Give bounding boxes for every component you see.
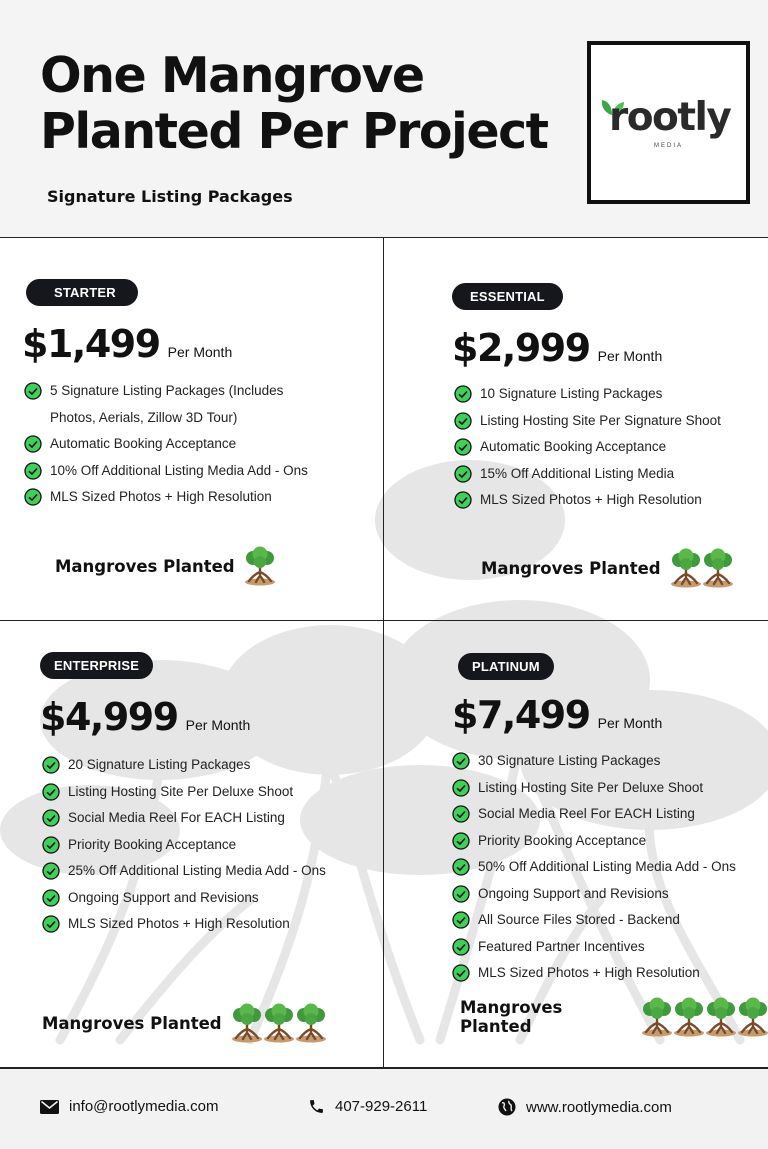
mangroves-planted [481,548,733,588]
email-text[interactable]: info@rootlymedia.com [69,1098,219,1115]
contact-phone[interactable] [308,1098,427,1115]
check-icon [452,779,470,797]
contact-footer [0,1068,768,1149]
package-price: $2,999 [452,326,590,370]
feature-item: 25% Off Additional Listing Media Add - Ons [42,858,372,885]
mangrove-tree-icon [294,1003,328,1043]
check-icon [42,915,60,933]
feature-item: MLS Sized Photos + High Resolution [24,484,324,511]
contact-email[interactable] [40,1098,218,1115]
mangrove-tree-icon [704,997,738,1037]
package-grid [0,238,768,1068]
check-icon [452,938,470,956]
mangrove-tree-icon [672,997,706,1037]
feature-list [452,748,762,987]
feature-item: MLS Sized Photos + High Resolution [42,911,372,938]
mangrove-tree-icon [640,997,674,1037]
check-icon [42,862,60,880]
mangroves-label: Mangroves Planted [460,998,563,1036]
feature-item: 10% Off Additional Listing Media Add - Ons [24,458,324,485]
feature-item: Ongoing Support and Revisions [452,881,762,908]
check-icon [24,435,42,453]
package-name-badge: PLATINUM [458,653,554,680]
mangrove-tree-icon [736,997,768,1037]
website-text[interactable]: www.rootlymedia.com [526,1098,672,1116]
phone-icon [308,1098,325,1115]
check-icon [454,465,472,483]
title-line-2: Planted Per Project [40,103,548,160]
package-name-badge: STARTER [26,279,138,306]
package-price: $7,499 [452,693,590,737]
feature-item: MLS Sized Photos + High Resolution [454,487,754,514]
mangroves-planted [55,546,275,586]
mangrove-tree-icon [669,548,703,588]
mangrove-trees [640,997,768,1037]
check-icon [452,805,470,823]
title-line-1: One Mangrove [40,47,424,104]
package-period: Per Month [597,348,663,364]
mangrove-trees [669,548,733,588]
feature-item: Social Media Reel For EACH Listing [42,805,372,832]
check-icon [452,911,470,929]
feature-item: Priority Booking Acceptance [452,828,762,855]
package-card-essential [384,238,768,621]
check-icon [24,488,42,506]
package-card-starter [0,238,384,621]
package-name-badge: ESSENTIAL [452,283,563,310]
check-icon [24,462,42,480]
header [0,0,768,238]
feature-item: 20 Signature Listing Packages [42,752,372,779]
mangroves-label: Mangroves Planted [42,1013,222,1033]
page-title [40,48,580,160]
mangrove-tree-icon [243,546,277,586]
feature-item: Listing Hosting Site Per Deluxe Shoot [452,775,762,802]
check-icon [42,836,60,854]
check-icon [42,783,60,801]
feature-item: All Source Files Stored - Backend [452,907,762,934]
package-name-badge: ENTERPRISE [40,652,153,679]
package-price-row [452,693,662,737]
feature-item: Automatic Booking Acceptance [454,434,754,461]
check-icon [454,412,472,430]
package-price-row [40,695,250,739]
mangroves-planted [42,1003,326,1043]
mangroves-label: Mangroves Planted [481,558,661,578]
mangrove-trees [243,546,275,586]
page-subtitle: Signature Listing Packages [47,187,293,206]
check-icon [452,885,470,903]
rootly-logo [587,41,750,204]
check-icon [452,752,470,770]
package-price-row [22,322,232,366]
feature-item: 15% Off Additional Listing Media [454,461,754,488]
package-price: $4,999 [40,695,178,739]
mangroves-planted [460,997,768,1037]
feature-item: 5 Signature Listing Packages (Includes Photos, Aerials, Zillow 3D Tour) [24,378,324,431]
feature-item: Listing Hosting Site Per Signature Shoot [454,408,754,435]
check-icon [42,809,60,827]
feature-list [454,381,754,514]
logo-wordmark: rootly [609,95,731,140]
check-icon [454,385,472,403]
package-price-row [452,326,662,370]
mangrove-tree-icon [262,1003,296,1043]
feature-item: Social Media Reel For EACH Listing [452,801,762,828]
mangrove-trees [230,1003,326,1043]
feature-item: Ongoing Support and Revisions [42,885,372,912]
feature-item: Automatic Booking Acceptance [24,431,324,458]
feature-item: Listing Hosting Site Per Deluxe Shoot [42,779,372,806]
check-icon [452,858,470,876]
logo-tagline: MEDIA [653,143,683,149]
feature-list [42,752,372,938]
feature-item: 10 Signature Listing Packages [454,381,754,408]
check-icon [454,438,472,456]
package-period: Per Month [597,715,663,731]
package-period: Per Month [185,717,251,733]
feature-item: Priority Booking Acceptance [42,832,372,859]
feature-item: 50% Off Additional Listing Media Add - Ons [452,854,762,881]
mangroves-label: Mangroves Planted [55,556,235,576]
package-card-enterprise [0,621,384,1068]
feature-item: 30 Signature Listing Packages [452,748,762,775]
check-icon [42,756,60,774]
contact-website[interactable] [498,1098,672,1116]
package-card-platinum [384,621,768,1068]
check-icon [452,964,470,982]
envelope-icon [40,1100,59,1114]
feature-list [24,378,324,511]
phone-text[interactable]: 407-929-2611 [335,1098,428,1115]
feature-item: MLS Sized Photos + High Resolution [452,960,762,987]
globe-icon [498,1098,516,1116]
check-icon [454,491,472,509]
check-icon [452,832,470,850]
check-icon [42,889,60,907]
feature-item: Featured Partner Incentives [452,934,762,961]
check-icon [24,382,42,400]
package-period: Per Month [167,344,233,360]
mangrove-tree-icon [230,1003,264,1043]
mangrove-tree-icon [701,548,735,588]
package-price: $1,499 [22,322,160,366]
